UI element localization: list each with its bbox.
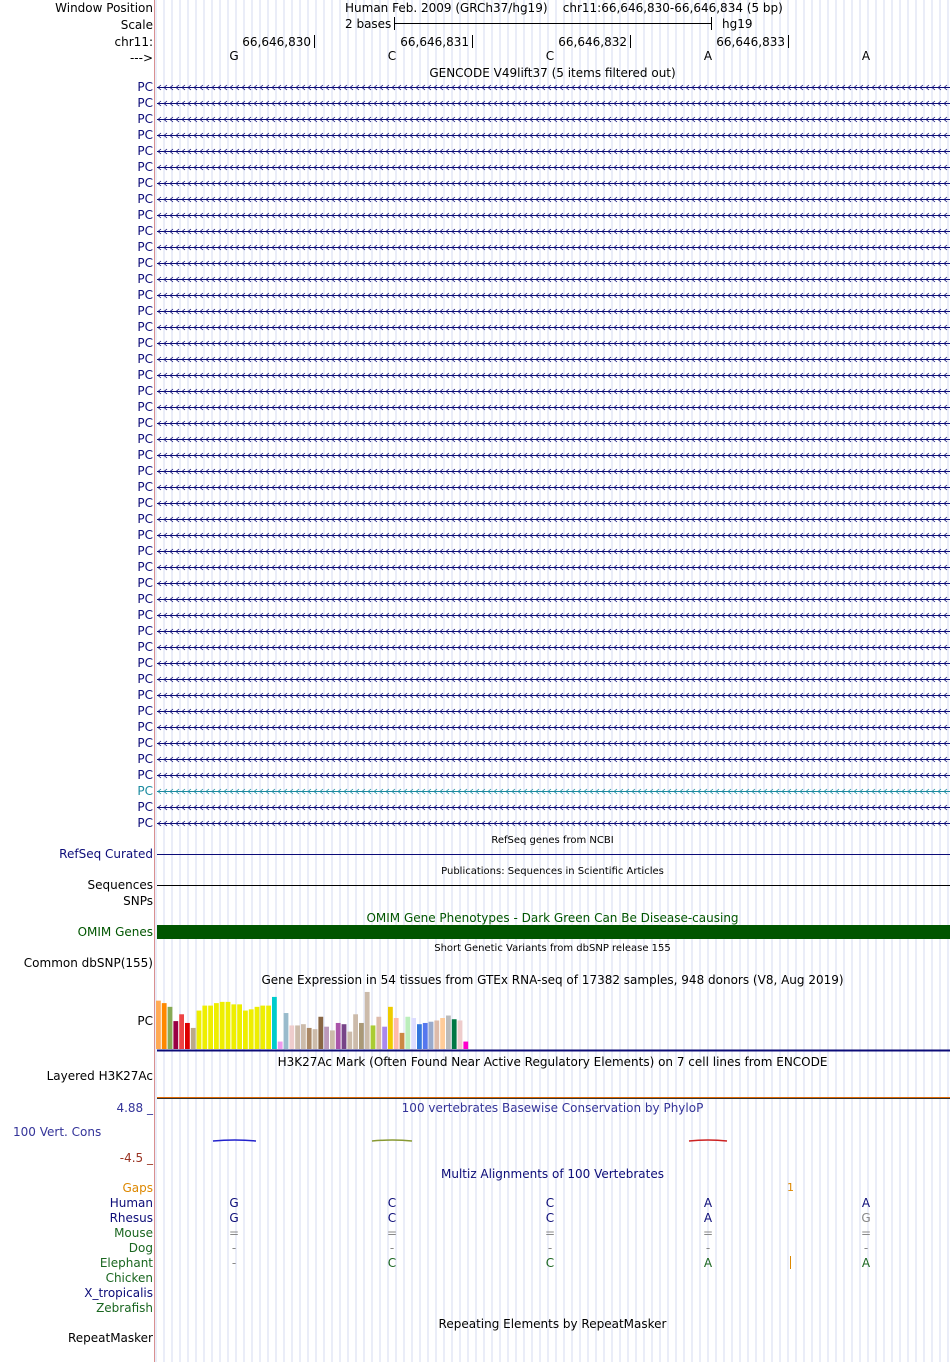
- species-base: =: [229, 1226, 240, 1240]
- dbsnp-track-title[interactable]: Short Genetic Variants from dbSNP release 155: [434, 943, 671, 954]
- dbsnp-label[interactable]: Common dbSNP(155): [23, 956, 153, 970]
- ruler-position-label: 66,646,831: [400, 35, 469, 49]
- gtex-tissue-bar: [278, 1042, 283, 1049]
- gtex-tissue-bar: [156, 1001, 161, 1049]
- species-label[interactable]: Elephant: [99, 1256, 153, 1270]
- species-label[interactable]: X_tropicalis: [84, 1286, 153, 1300]
- species-base: C: [387, 1256, 397, 1270]
- gencode-row-label[interactable]: PC: [137, 80, 153, 94]
- gtex-tissue-bar: [231, 1004, 236, 1049]
- species-base: -: [231, 1256, 237, 1270]
- gtex-tissue-bar: [400, 1033, 405, 1049]
- h3k27ac-label[interactable]: Layered H3K27Ac: [46, 1069, 153, 1083]
- gtex-tissue-bar: [255, 1007, 260, 1049]
- gtex-tissue-bar: [249, 1009, 254, 1049]
- gencode-row-label[interactable]: PC: [137, 704, 153, 718]
- gtex-tissue-bar: [440, 1018, 445, 1049]
- gtex-tissue-bar: [237, 1004, 242, 1049]
- species-base: A: [861, 1196, 871, 1210]
- species-base: -: [547, 1241, 553, 1255]
- scale-assembly: hg19: [722, 17, 753, 31]
- gtex-track-title[interactable]: Gene Expression in 54 tissues from GTEx RNA-seq of 17382 samples, 948 donors (V8, Aug 2019): [261, 973, 844, 987]
- gencode-row-label[interactable]: PC: [137, 688, 153, 702]
- phylop-track-title[interactable]: 100 vertebrates Basewise Conservation by PhyloP: [401, 1101, 704, 1115]
- species-base: =: [861, 1226, 872, 1240]
- gencode-row-label[interactable]: PC: [137, 192, 153, 206]
- ruler-tick: [630, 35, 631, 48]
- elephant-gap-mark: [790, 1256, 791, 1269]
- phylop-max: 4.88 _: [116, 1101, 153, 1115]
- gtex-tissue-bar: [307, 1028, 312, 1049]
- gtex-tissue-bar: [382, 1027, 387, 1049]
- gtex-tissue-bar: [423, 1023, 428, 1049]
- gtex-tissue-bar: [162, 1003, 167, 1049]
- scale-label: Scale: [120, 18, 153, 32]
- gencode-row-label[interactable]: PC: [137, 240, 153, 254]
- gencode-rows[interactable]: [155, 80, 950, 832]
- gtex-tissue-bar: [318, 1017, 323, 1049]
- chrom-label: chr11:: [114, 35, 153, 49]
- gencode-row-label[interactable]: PC: [137, 512, 153, 526]
- ruler-tick: [314, 35, 315, 48]
- gtex-tissue-bar: [394, 1018, 399, 1049]
- gencode-row-label[interactable]: PC: [137, 448, 153, 462]
- species-base: A: [703, 1256, 713, 1270]
- ruler-tick: [788, 35, 789, 48]
- gtex-tissue-bar: [371, 1025, 376, 1049]
- species-base: A: [703, 1211, 713, 1225]
- gencode-row-label[interactable]: PC: [137, 576, 153, 590]
- gencode-row-label[interactable]: PC: [137, 400, 153, 414]
- gencode-row-label[interactable]: PC: [137, 656, 153, 670]
- gencode-row-label[interactable]: PC: [137, 624, 153, 638]
- species-base: C: [545, 1211, 555, 1225]
- ruler-tick: [472, 35, 473, 48]
- gencode-row-label[interactable]: PC: [137, 384, 153, 398]
- gencode-row-label[interactable]: PC: [137, 288, 153, 302]
- gtex-tissue-bar: [411, 1018, 416, 1049]
- gtex-tissue-bar: [347, 1032, 352, 1049]
- gtex-tissue-bar: [197, 1011, 202, 1049]
- gencode-row-label[interactable]: PC: [137, 416, 153, 430]
- gtex-tissue-bar: [191, 1028, 196, 1049]
- gencode-row-label[interactable]: PC: [137, 496, 153, 510]
- gencode-row-label[interactable]: PC: [137, 560, 153, 574]
- sequences-label[interactable]: Sequences: [87, 878, 153, 892]
- gtex-tissue-bar: [272, 997, 277, 1049]
- gencode-row-label[interactable]: PC: [137, 816, 153, 830]
- gtex-label[interactable]: PC: [137, 1014, 153, 1028]
- ruler-position-label: 66,646,833: [716, 35, 785, 49]
- gtex-tissue-bar: [324, 1027, 329, 1049]
- gtex-tissue-bar: [185, 1023, 190, 1049]
- base-letter: A: [703, 49, 713, 63]
- gtex-tissue-bar: [342, 1024, 347, 1049]
- base-letter: A: [861, 49, 871, 63]
- species-base: C: [387, 1196, 397, 1210]
- gtex-tissue-bar: [173, 1021, 178, 1049]
- gtex-tissue-bar: [458, 1020, 463, 1049]
- gtex-tissue-bar: [353, 1014, 358, 1049]
- gencode-row-label[interactable]: PC: [137, 528, 153, 542]
- gencode-row-label[interactable]: PC: [137, 736, 153, 750]
- window-position-label: Window Position: [55, 1, 153, 15]
- gtex-tissue-bar: [452, 1019, 457, 1049]
- species-label[interactable]: Chicken: [105, 1271, 153, 1285]
- gencode-row-label[interactable]: PC: [137, 368, 153, 382]
- ruler-position-label: 66,646,830: [242, 35, 311, 49]
- ruler-position-label: 66,646,832: [558, 35, 627, 49]
- phylop-signal[interactable]: [155, 1130, 950, 1154]
- window-position-value[interactable]: Human Feb. 2009 (GRCh37/hg19) chr11:66,646,830-66,646,834 (5 bp): [345, 1, 783, 15]
- gencode-row-label[interactable]: PC: [137, 752, 153, 766]
- gtex-tissue-bar: [284, 1013, 289, 1049]
- phylop-peak-2: [372, 1140, 412, 1141]
- gencode-row-label[interactable]: PC: [137, 144, 153, 158]
- gencode-row-label[interactable]: PC: [137, 544, 153, 558]
- gtex-tissue-bar: [179, 1014, 184, 1049]
- species-base: -: [705, 1241, 711, 1255]
- scale-value: 2 bases: [345, 17, 392, 31]
- gtex-tissue-bar: [336, 1023, 341, 1049]
- species-base: -: [389, 1241, 395, 1255]
- refseq-line[interactable]: [157, 854, 950, 855]
- species-label[interactable]: Rhesus: [109, 1211, 153, 1225]
- gencode-row-label[interactable]: PC: [137, 464, 153, 478]
- gencode-row-label[interactable]: PC: [137, 800, 153, 814]
- gencode-row-label[interactable]: PC: [137, 432, 153, 446]
- gtex-tissue-bar: [359, 1023, 364, 1049]
- gencode-row-label[interactable]: PC: [137, 160, 153, 174]
- species-base: G: [861, 1211, 871, 1225]
- refseq-track-title[interactable]: RefSeq genes from NCBI: [491, 835, 614, 846]
- gtex-tissue-bar: [220, 1002, 225, 1049]
- gtex-chart[interactable]: [155, 986, 950, 1052]
- phylop-peak-1: [213, 1140, 256, 1141]
- species-base: =: [387, 1226, 398, 1240]
- gencode-row-label[interactable]: PC: [137, 320, 153, 334]
- publications-line[interactable]: [157, 885, 950, 886]
- gencode-row-label[interactable]: PC: [137, 112, 153, 126]
- repeatmasker-track-title[interactable]: Repeating Elements by RepeatMasker: [438, 1317, 667, 1331]
- gencode-row-label[interactable]: PC: [137, 592, 153, 606]
- gencode-row-label[interactable]: PC: [137, 640, 153, 654]
- gtex-tissue-bar: [168, 1007, 173, 1049]
- gencode-row-label[interactable]: PC: [137, 608, 153, 622]
- base-letter: C: [545, 49, 555, 63]
- species-base: G: [229, 1211, 239, 1225]
- gencode-row-label[interactable]: PC: [137, 256, 153, 270]
- species-base: -: [863, 1241, 869, 1255]
- omim-bar[interactable]: [157, 925, 950, 939]
- gencode-row-label[interactable]: PC: [137, 128, 153, 142]
- gtex-tissue-bar: [330, 1030, 335, 1049]
- gaps-mark: 1: [787, 1181, 794, 1194]
- omim-track-title[interactable]: OMIM Gene Phenotypes - Dark Green Can Be Disease-causing: [366, 911, 739, 925]
- gencode-track-title[interactable]: GENCODE V49lift37 (5 items filtered out): [429, 66, 676, 80]
- gencode-row-label[interactable]: PC: [137, 224, 153, 238]
- repeatmasker-label[interactable]: RepeatMasker: [67, 1331, 153, 1345]
- gencode-row-label[interactable]: PC: [137, 208, 153, 222]
- gtex-tissue-bar: [313, 1029, 318, 1049]
- scale-bar: [394, 17, 712, 31]
- species-label[interactable]: Dog: [128, 1241, 153, 1255]
- base-letter: C: [387, 49, 397, 63]
- species-label[interactable]: Zebrafish: [96, 1301, 153, 1315]
- gtex-tissue-bar: [295, 1025, 300, 1049]
- gencode-row-label[interactable]: PC: [137, 720, 153, 734]
- gaps-label[interactable]: Gaps: [122, 1181, 153, 1195]
- gtex-tissue-bar: [429, 1022, 434, 1049]
- gencode-row-label[interactable]: PC: [137, 672, 153, 686]
- phylop-peak-3: [689, 1140, 727, 1141]
- gtex-tissue-bar: [266, 1006, 271, 1049]
- base-letter: G: [229, 49, 239, 63]
- gtex-tissue-bar: [226, 1002, 231, 1049]
- gtex-tissue-bar: [208, 1006, 213, 1049]
- gencode-row-label[interactable]: PC: [137, 784, 153, 798]
- species-base: A: [861, 1256, 871, 1270]
- species-base: =: [545, 1226, 556, 1240]
- gencode-row-label[interactable]: PC: [137, 768, 153, 782]
- species-base: =: [703, 1226, 714, 1240]
- gtex-tissue-bar: [260, 1006, 265, 1049]
- gtex-tissue-bar: [434, 1020, 439, 1049]
- gencode-row-label[interactable]: PC: [137, 304, 153, 318]
- strand-label: --->: [129, 51, 153, 65]
- refseq-label[interactable]: RefSeq Curated: [59, 847, 153, 861]
- phylop-min: -4.5 _: [119, 1151, 153, 1165]
- species-base: C: [545, 1196, 555, 1210]
- gtex-tissue-bar: [214, 1003, 219, 1049]
- gencode-row-label[interactable]: PC: [137, 352, 153, 366]
- snps-label[interactable]: SNPs: [123, 894, 153, 908]
- species-base: A: [703, 1196, 713, 1210]
- phylop-label[interactable]: 100 Vert. Cons: [13, 1125, 102, 1139]
- species-base: -: [231, 1241, 237, 1255]
- h3k27ac-baseline-dark: [157, 1098, 950, 1099]
- gtex-tissue-bar: [388, 1007, 393, 1049]
- species-base: G: [229, 1196, 239, 1210]
- species-base: C: [545, 1256, 555, 1270]
- gtex-tissue-bar: [463, 1042, 468, 1049]
- publications-track-title[interactable]: Publications: Sequences in Scientific Articles: [441, 866, 664, 877]
- gtex-tissue-bar: [446, 1016, 451, 1049]
- gtex-tissue-bar: [417, 1024, 422, 1049]
- species-label[interactable]: Human: [109, 1196, 153, 1210]
- gencode-row-label[interactable]: PC: [137, 480, 153, 494]
- gencode-row-label[interactable]: PC: [137, 336, 153, 350]
- gencode-row-label[interactable]: PC: [137, 272, 153, 286]
- gencode-row-label[interactable]: PC: [137, 96, 153, 110]
- gencode-row-label[interactable]: PC: [137, 176, 153, 190]
- gtex-tissue-bar: [289, 1025, 294, 1049]
- gtex-tissue-bar: [301, 1024, 306, 1049]
- gtex-tissue-bar: [202, 1006, 207, 1049]
- species-base: C: [387, 1211, 397, 1225]
- h3k27ac-track-title[interactable]: H3K27Ac Mark (Often Found Near Active Regulatory Elements) on 7 cell lines from ENCODE: [277, 1055, 828, 1069]
- multiz-track-title[interactable]: Multiz Alignments of 100 Vertebrates: [440, 1167, 665, 1181]
- gtex-tissue-bar: [243, 1011, 248, 1049]
- species-label[interactable]: Mouse: [114, 1226, 153, 1240]
- gtex-tissue-bar: [365, 992, 370, 1049]
- gtex-tissue-bar: [405, 1017, 410, 1049]
- gtex-tissue-bar: [376, 1017, 381, 1049]
- omim-label[interactable]: OMIM Genes: [77, 925, 153, 939]
